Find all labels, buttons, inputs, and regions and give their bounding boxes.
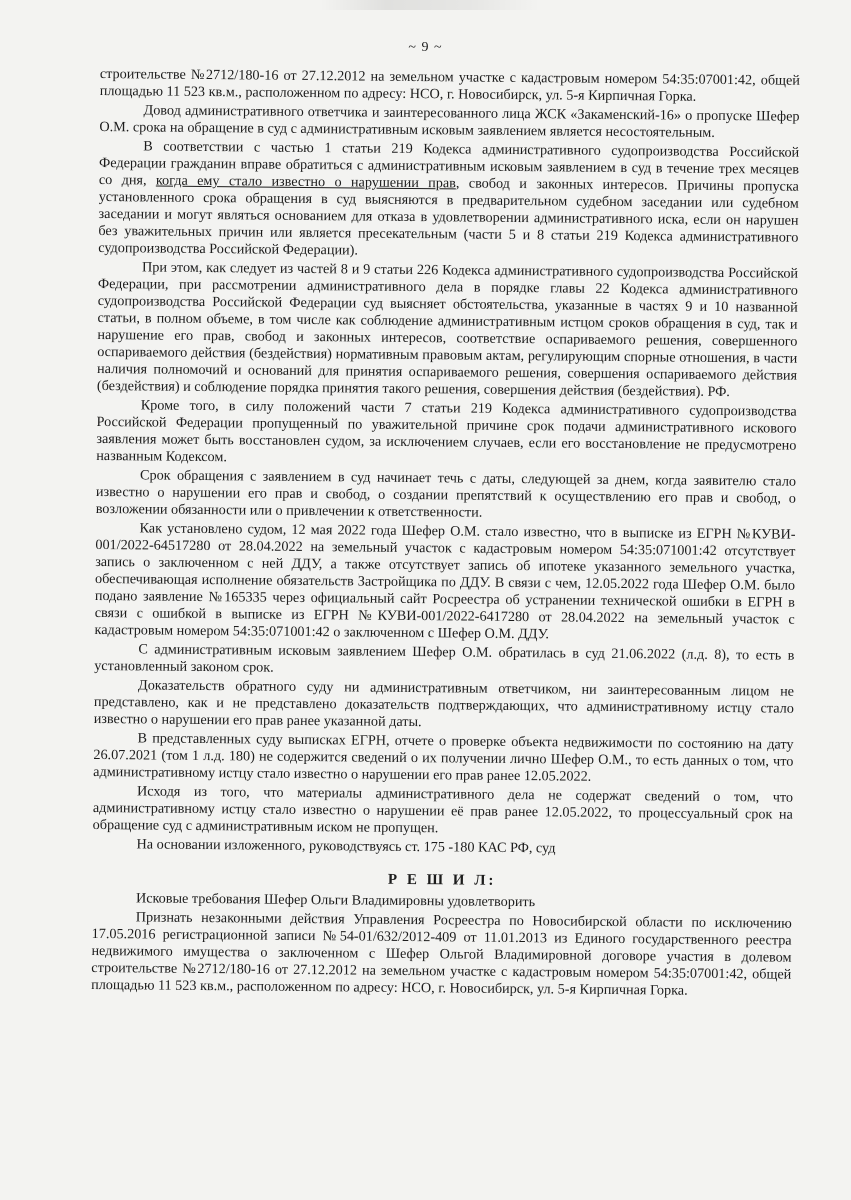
document-body: [91, 66, 800, 1003]
underlined-text: когда ему стало известно о нарушении прав: [155, 172, 456, 192]
paragraph-continuation: строительстве №2712/180-16 от 27.12.2012 на земельном участке с кадастровым номером 54:35:07001:42, общей площадью 11 523 кв.м., расположенном по адресу: НСО, г. Новосибирск, ул. 5-я Кирпичная Горка.: [99, 66, 800, 105]
paragraph-egrn-extracts: В представленных суду выписках ЕГРН, отчете о проверке объекта недвижимости по состоянию на дату 26.07.2021 (том 1 л.д. 180) не содержится сведений о их получении лично Шефер О.М., то есть данных о том, что административному истцу стало известно о нарушении его прав ранее 12.05.2022.: [93, 730, 794, 785]
paragraph-claims-granted: Исковые требования Шефер Ольги Владимировны удовлетворить: [135, 890, 536, 911]
paragraph-argument-rejected: Довод административного ответчика и заинтересованного лица ЖСК «Закаменский-16» о пропуске Шефер О.М. срока на обращение в суд с административным исковым заявлением является несостоятельным.: [99, 102, 800, 141]
paragraph-article-226: При этом, как следует из частей 8 и 9 статьи 226 Кодекса административного судопроизводства Российской Федерации, при рассмотрении административного дела в порядке главы 22 Кодекса административного судопроизводства Российской Федерации суд выясняет обстоятельства, указанные в частях 9 и 10 названной статьи, в полном объеме, в том числе как соблюдение административным истцом сроков обращения в суд, так и нарушение его прав, свобод и законных интересов, соответствие оспариваемого решения, совершенного оспариваемого действия (бездействия) нормативным правовым актам, регулирующим спорные отношения, в части наличия полномочий и оснований для принятия оспариваемого решения, совершения оспариваемого действия (бездействия) и соблюдение порядка принятия такого решения, совершения действия (бездействия). РФ.: [96, 259, 799, 401]
decision-heading: Р Е Ш И Л:: [387, 871, 497, 889]
page-number: ~ 9 ~: [408, 40, 443, 55]
paragraph-article-219: [98, 138, 799, 264]
text-segment: В соответствии с частью 1 статьи 219 Кодекса административного судопроизводства Российской Федерации гражданин вправе обратиться с административным исковым заявлением в суд в течение трех месяцев со дня,: [98, 138, 800, 189]
paragraph-filing-date: С административным исковым заявлением Шефер О.М. обратилась в суд 21.06.2022 (л.д. 8), то есть в установленный законом срок.: [94, 641, 795, 676]
paragraph-legal-basis: На основании изложенного, руководствуясь ст. 175 -180 КАС РФ, суд: [136, 836, 556, 857]
text-segment: , свобод и законных интересов. Причины пропуска установленного срока обращения в суд выясняются в предварительном судебном заседании или судебном заседании и могут являться основанием для отказа в удовлетворении административного иска, если он нарушен без уважительных причин или является пресекательным (части 5 и 8 статьи 219 Кодекса административного судопроизводства Российской Федерации).: [98, 175, 799, 259]
paragraph-restoration: Кроме того, в силу положений части 7 статьи 219 Кодекса административного судопроизводства Российской Федерации пропущенный по уважительной причине срок подачи административного искового заявления может быть восстановлен судом, за исключением случаев, если его восстановление не предусмотрено названным Кодексом.: [96, 397, 797, 466]
paragraph-ruling: Признать незаконными действия Управления Росреестра по Новосибирской области по исключению 17.05.2016 регистрационной записи №54-01/632/2012-409 от 11.01.2013 из Единого государственного реестра недвижимого имущества о заключенном с Шефер Ольгой Владимировной договоре участия в долевом строительстве №2712/180-16 от 27.12.2012 на земельном участке с кадастровым номером 54:35:07001:42, общей площадью 11 523 кв.м., расположенном по адресу: НСО, г. Новосибирск, ул. 5-я Кирпичная Горка.: [91, 909, 792, 999]
paragraph-conclusion: Исходя из того, что материалы административного дела не содержат сведений о том, что административному истцу стало известно о нарушении её прав ранее 12.05.2022, то процессуальный срок на обращение суд с административным иском не пропущен.: [92, 783, 794, 837]
scan-artifact: [320, 0, 540, 10]
paragraph-no-evidence: Доказательств обратного суду ни административным ответчиком, ни заинтересованным лицом не представлено, как и не представлено доказательств подтверждающих, что административному истцу стало известно о нарушении его прав ранее указанной даты.: [93, 677, 795, 731]
paragraph-term-start: Срок обращения с заявлением в суд начинает течь с даты, следующей за днем, когда заявителю стало известно о нарушении его прав и свобод, о создании препятствий к осуществлению его прав и свобод, о возложении обязанности или о привлечении к ответственности.: [95, 467, 797, 521]
paragraph-established-facts: Как установлено судом, 12 мая 2022 года Шефер О.М. стало известно, что в выписке из ЕГРН №КУВИ- 001/2022-64517280 от 28.04.2022 на земельный участок с кадастровым номером 54:35:071001:42 отсутствует запись о заключенном с ней ДДУ, а также отсутствует запись об ипотеке указанного земельного участка, обеспечивающая исполнение обязательств Застройщика по ДДУ. В связи с чем, 12.05.2022 года Шефер О.М. было подано заявление №165335 через официальный сайт Росреестра об устранении технической ошибки в ЕГРН в связи с ошибкой в выписке из ЕГРН №КУВИ-001/2022-6417280 от 28.04.2022 на земельный участок с кадастровым номером 54:35:071001:42 о заключенном с Шефер О.М. ДДУ.: [94, 520, 796, 643]
